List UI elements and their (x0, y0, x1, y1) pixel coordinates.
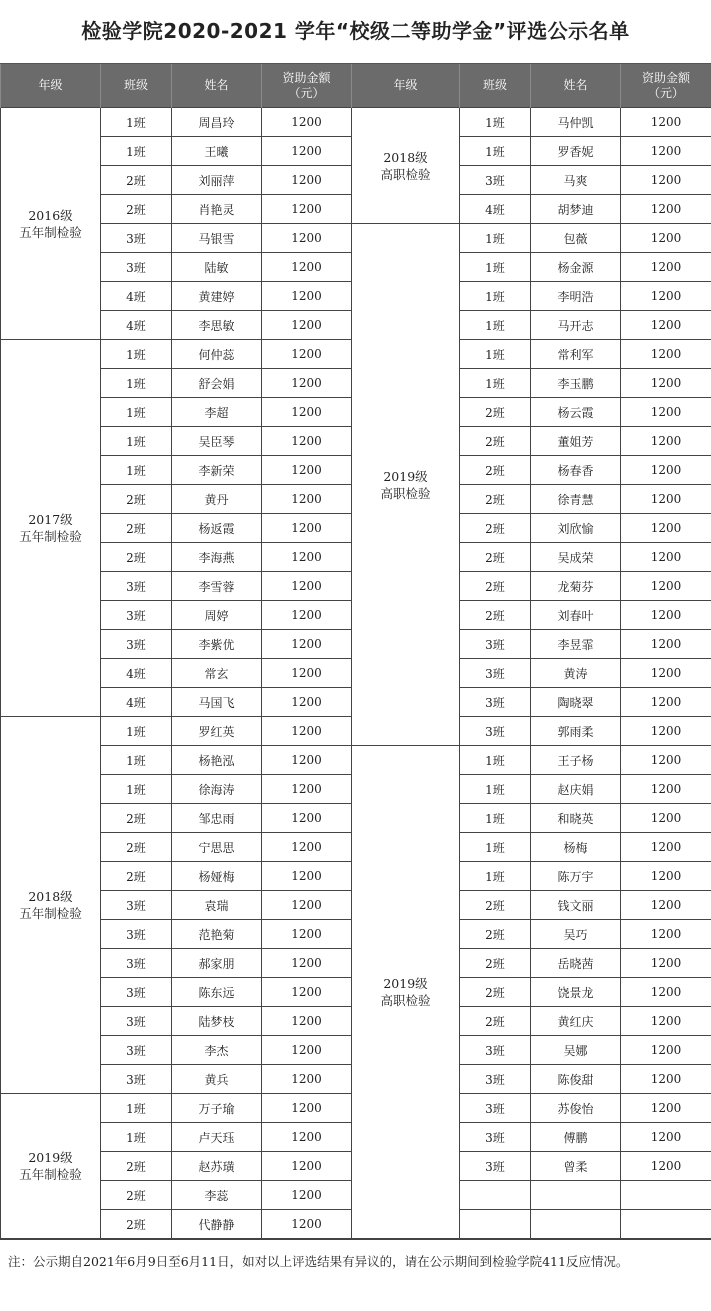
name-cell: 宁思思 (172, 833, 262, 862)
class-cell: 4班 (101, 688, 172, 717)
class-cell: 2班 (101, 195, 172, 224)
name-cell: 杨娅梅 (172, 862, 262, 891)
header-class: 班级 (101, 64, 172, 108)
class-cell: 2班 (101, 166, 172, 195)
name-cell: 龙菊芬 (531, 572, 621, 601)
class-cell: 2班 (460, 1007, 531, 1036)
amount-cell: 1200 (262, 1007, 352, 1036)
amount-cell: 1200 (262, 1036, 352, 1065)
amount-cell: 1200 (621, 659, 711, 688)
name-cell: 李超 (172, 398, 262, 427)
class-cell: 1班 (101, 717, 172, 746)
header-amount-right-line2: （元） (647, 85, 684, 100)
name-cell: 陆敏 (172, 253, 262, 282)
class-cell: 1班 (460, 833, 531, 862)
amount-cell: 1200 (621, 1036, 711, 1065)
class-cell (460, 1181, 531, 1210)
class-cell: 3班 (101, 630, 172, 659)
amount-cell: 1200 (621, 108, 711, 137)
class-cell: 3班 (460, 1065, 531, 1094)
amount-cell: 1200 (262, 398, 352, 427)
name-cell: 李明浩 (531, 282, 621, 311)
amount-cell: 1200 (262, 775, 352, 804)
class-cell: 1班 (460, 282, 531, 311)
header-amount-line1: 资助金额 (282, 70, 331, 85)
name-cell: 马爽 (531, 166, 621, 195)
name-cell: 岳晓茜 (531, 949, 621, 978)
amount-cell: 1200 (621, 340, 711, 369)
grade-group-cell (352, 224, 460, 746)
class-cell: 3班 (460, 688, 531, 717)
amount-cell: 1200 (262, 1094, 352, 1123)
class-cell: 2班 (460, 920, 531, 949)
grade-group-cell (352, 108, 460, 224)
amount-cell: 1200 (262, 949, 352, 978)
class-cell: 3班 (460, 630, 531, 659)
name-cell: 杨返霞 (172, 514, 262, 543)
class-cell: 1班 (101, 1123, 172, 1152)
amount-cell: 1200 (621, 804, 711, 833)
grade-program: 五年制检验 (19, 529, 82, 544)
grade-group-cell (352, 746, 460, 1239)
class-cell: 3班 (101, 891, 172, 920)
amount-cell: 1200 (621, 630, 711, 659)
name-cell: 杨金源 (531, 253, 621, 282)
class-cell: 1班 (460, 862, 531, 891)
class-cell: 2班 (460, 543, 531, 572)
header-grade-right: 年级 (352, 64, 460, 108)
name-cell (531, 1181, 621, 1210)
class-cell: 4班 (101, 311, 172, 340)
name-cell: 李紫优 (172, 630, 262, 659)
amount-cell: 1200 (262, 543, 352, 572)
name-cell: 赵苏璜 (172, 1152, 262, 1181)
name-cell: 代静静 (172, 1210, 262, 1239)
amount-cell: 1200 (262, 311, 352, 340)
amount-cell: 1200 (262, 340, 352, 369)
name-cell: 刘春叶 (531, 601, 621, 630)
name-cell: 黄涛 (531, 659, 621, 688)
name-cell: 邹忠雨 (172, 804, 262, 833)
amount-cell: 1200 (262, 1152, 352, 1181)
name-cell: 万子瑜 (172, 1094, 262, 1123)
class-cell: 1班 (460, 340, 531, 369)
name-cell: 胡梦迪 (531, 195, 621, 224)
class-cell: 2班 (460, 427, 531, 456)
grade-program: 五年制检验 (19, 1167, 82, 1182)
amount-cell: 1200 (621, 427, 711, 456)
header-row (1, 64, 711, 108)
amount-cell: 1200 (262, 891, 352, 920)
class-cell: 3班 (101, 224, 172, 253)
class-cell: 2班 (101, 1181, 172, 1210)
class-cell: 3班 (101, 1036, 172, 1065)
amount-cell: 1200 (262, 456, 352, 485)
name-cell: 杨云霞 (531, 398, 621, 427)
amount-cell: 1200 (262, 282, 352, 311)
amount-cell: 1200 (621, 195, 711, 224)
amount-cell: 1200 (262, 224, 352, 253)
name-cell: 杨艳泓 (172, 746, 262, 775)
amount-cell: 1200 (262, 1181, 352, 1210)
name-cell: 董姐芳 (531, 427, 621, 456)
name-cell: 吴巧 (531, 920, 621, 949)
amount-cell: 1200 (262, 804, 352, 833)
table-body (1, 108, 711, 1239)
grade-program: 高职检验 (380, 166, 431, 182)
amount-cell: 1200 (262, 108, 352, 137)
amount-cell (621, 1181, 711, 1210)
amount-cell: 1200 (262, 833, 352, 862)
header-amount-right (621, 64, 711, 108)
amount-cell: 1200 (262, 514, 352, 543)
amount-cell: 1200 (262, 1123, 352, 1152)
class-cell: 2班 (101, 833, 172, 862)
amount-cell: 1200 (621, 224, 711, 253)
name-cell: 李昱霏 (531, 630, 621, 659)
class-cell: 3班 (101, 920, 172, 949)
name-cell: 吴成荣 (531, 543, 621, 572)
grade-group-cell (1, 717, 101, 1094)
amount-cell: 1200 (262, 688, 352, 717)
name-cell: 舒会娟 (172, 369, 262, 398)
header-class-right: 班级 (460, 64, 531, 108)
class-cell: 1班 (101, 1094, 172, 1123)
amount-cell: 1200 (262, 166, 352, 195)
name-cell: 吴臣琴 (172, 427, 262, 456)
name-cell: 徐海涛 (172, 775, 262, 804)
table-row (1, 224, 711, 253)
amount-cell: 1200 (621, 1094, 711, 1123)
amount-cell: 1200 (621, 862, 711, 891)
class-cell: 1班 (460, 369, 531, 398)
class-cell: 2班 (101, 862, 172, 891)
amount-cell: 1200 (262, 369, 352, 398)
name-cell: 李蕊 (172, 1181, 262, 1210)
amount-cell: 1200 (621, 456, 711, 485)
table-row (1, 108, 711, 137)
class-cell: 2班 (101, 804, 172, 833)
name-cell: 马仲凯 (531, 108, 621, 137)
name-cell: 陈俊甜 (531, 1065, 621, 1094)
grade-program: 五年制检验 (19, 224, 82, 240)
class-cell: 3班 (460, 166, 531, 195)
class-cell: 2班 (101, 485, 172, 514)
header-amount-line2: （元） (288, 85, 325, 100)
name-cell: 吴娜 (531, 1036, 621, 1065)
name-cell: 杨梅 (531, 833, 621, 862)
grade-year: 2019级 (383, 468, 428, 484)
name-cell: 赵庆娟 (531, 775, 621, 804)
name-cell: 常利军 (531, 340, 621, 369)
amount-cell: 1200 (621, 514, 711, 543)
name-cell: 罗红英 (172, 717, 262, 746)
class-cell: 3班 (101, 1065, 172, 1094)
class-cell: 1班 (101, 340, 172, 369)
name-cell: 卢天珏 (172, 1123, 262, 1152)
amount-cell: 1200 (621, 485, 711, 514)
amount-cell: 1200 (621, 891, 711, 920)
name-cell: 马国飞 (172, 688, 262, 717)
amount-cell: 1200 (621, 1152, 711, 1181)
amount-cell: 1200 (621, 920, 711, 949)
header-name-right: 姓名 (531, 64, 621, 108)
amount-cell: 1200 (621, 311, 711, 340)
class-cell: 3班 (460, 717, 531, 746)
amount-cell: 1200 (621, 543, 711, 572)
name-cell: 李思敏 (172, 311, 262, 340)
table-row (1, 746, 711, 775)
class-cell: 1班 (460, 137, 531, 166)
class-cell (460, 1210, 531, 1239)
class-cell: 1班 (460, 224, 531, 253)
amount-cell: 1200 (262, 485, 352, 514)
name-cell: 刘丽萍 (172, 166, 262, 195)
class-cell: 3班 (460, 1036, 531, 1065)
class-cell: 2班 (101, 514, 172, 543)
amount-cell: 1200 (621, 949, 711, 978)
grade-year: 2017级 (28, 512, 73, 527)
class-cell: 1班 (460, 108, 531, 137)
name-cell: 黄兵 (172, 1065, 262, 1094)
amount-cell: 1200 (262, 630, 352, 659)
class-cell: 4班 (101, 659, 172, 688)
name-cell: 陈万宇 (531, 862, 621, 891)
amount-cell: 1200 (621, 688, 711, 717)
name-cell: 王曦 (172, 137, 262, 166)
class-cell: 2班 (101, 1152, 172, 1181)
amount-cell: 1200 (262, 862, 352, 891)
name-cell: 钱文丽 (531, 891, 621, 920)
name-cell: 傅鹏 (531, 1123, 621, 1152)
grade-year: 2019级 (383, 976, 428, 991)
name-cell: 陶晓翠 (531, 688, 621, 717)
class-cell: 1班 (460, 804, 531, 833)
amount-cell: 1200 (262, 427, 352, 456)
class-cell: 4班 (101, 282, 172, 311)
class-cell: 1班 (101, 398, 172, 427)
name-cell: 范艳菊 (172, 920, 262, 949)
name-cell: 和晓英 (531, 804, 621, 833)
amount-cell: 1200 (621, 1123, 711, 1152)
class-cell: 1班 (101, 456, 172, 485)
grade-program: 五年制检验 (19, 906, 82, 921)
grade-group-cell (1, 340, 101, 717)
amount-cell: 1200 (621, 601, 711, 630)
grade-year: 2018级 (28, 889, 73, 904)
name-cell: 徐青慧 (531, 485, 621, 514)
amount-cell: 1200 (621, 398, 711, 427)
grade-year: 2018级 (383, 149, 428, 165)
class-cell: 3班 (460, 1094, 531, 1123)
class-cell: 3班 (460, 1123, 531, 1152)
class-cell: 1班 (460, 746, 531, 775)
name-cell: 陈东远 (172, 978, 262, 1007)
amount-cell (621, 1210, 711, 1239)
amount-cell: 1200 (621, 833, 711, 862)
class-cell: 3班 (460, 659, 531, 688)
class-cell: 3班 (101, 601, 172, 630)
amount-cell: 1200 (262, 137, 352, 166)
name-cell: 周婷 (172, 601, 262, 630)
name-cell: 罗香妮 (531, 137, 621, 166)
class-cell: 4班 (460, 195, 531, 224)
amount-cell: 1200 (262, 1210, 352, 1239)
name-cell: 黄丹 (172, 485, 262, 514)
amount-cell: 1200 (262, 253, 352, 282)
class-cell: 1班 (460, 775, 531, 804)
page-title: 检验学院2020-2021 学年“校级二等助学金”评选公示名单 (0, 0, 711, 64)
amount-cell: 1200 (262, 746, 352, 775)
class-cell: 2班 (460, 456, 531, 485)
class-cell: 1班 (460, 311, 531, 340)
name-cell: 郭雨柔 (531, 717, 621, 746)
header-amount (262, 64, 352, 108)
amount-cell: 1200 (621, 775, 711, 804)
header-name: 姓名 (172, 64, 262, 108)
name-cell: 饶景龙 (531, 978, 621, 1007)
name-cell: 黄建婷 (172, 282, 262, 311)
class-cell: 3班 (460, 1152, 531, 1181)
name-cell: 包薇 (531, 224, 621, 253)
grade-program: 高职检验 (380, 993, 431, 1008)
name-cell: 周昌玲 (172, 108, 262, 137)
class-cell: 2班 (101, 543, 172, 572)
class-cell: 2班 (460, 572, 531, 601)
amount-cell: 1200 (621, 1065, 711, 1094)
name-cell: 李雪蓉 (172, 572, 262, 601)
name-cell: 常玄 (172, 659, 262, 688)
amount-cell: 1200 (621, 572, 711, 601)
class-cell: 2班 (460, 398, 531, 427)
class-cell: 1班 (101, 427, 172, 456)
name-cell: 李海燕 (172, 543, 262, 572)
class-cell: 1班 (101, 746, 172, 775)
grade-program: 高职检验 (380, 485, 431, 501)
amount-cell: 1200 (262, 717, 352, 746)
class-cell: 1班 (101, 137, 172, 166)
grade-group-cell (1, 1094, 101, 1239)
amount-cell: 1200 (621, 137, 711, 166)
amount-cell: 1200 (621, 1007, 711, 1036)
name-cell: 陆梦枝 (172, 1007, 262, 1036)
name-cell: 袁瑞 (172, 891, 262, 920)
class-cell: 1班 (460, 253, 531, 282)
name-cell: 李新荣 (172, 456, 262, 485)
amount-cell: 1200 (621, 166, 711, 195)
class-cell: 3班 (101, 253, 172, 282)
class-cell: 1班 (101, 369, 172, 398)
grade-group-cell (1, 108, 101, 340)
amount-cell: 1200 (262, 572, 352, 601)
name-cell: 黄红庆 (531, 1007, 621, 1036)
class-cell: 2班 (460, 601, 531, 630)
name-cell: 杨春香 (531, 456, 621, 485)
header-amount-right-line1: 资助金额 (641, 70, 690, 85)
name-cell: 肖艳灵 (172, 195, 262, 224)
amount-cell: 1200 (262, 978, 352, 1007)
class-cell: 2班 (460, 891, 531, 920)
name-cell: 刘欣愉 (531, 514, 621, 543)
class-cell: 3班 (101, 1007, 172, 1036)
amount-cell: 1200 (262, 659, 352, 688)
name-cell: 马开志 (531, 311, 621, 340)
name-cell: 李杰 (172, 1036, 262, 1065)
class-cell: 1班 (101, 108, 172, 137)
class-cell: 1班 (101, 775, 172, 804)
amount-cell: 1200 (621, 717, 711, 746)
class-cell: 2班 (460, 978, 531, 1007)
amount-cell: 1200 (621, 253, 711, 282)
class-cell: 3班 (101, 978, 172, 1007)
amount-cell: 1200 (262, 1065, 352, 1094)
header-grade: 年级 (1, 64, 101, 108)
name-cell (531, 1210, 621, 1239)
class-cell: 3班 (101, 949, 172, 978)
scholarship-table (0, 64, 711, 1239)
name-cell: 马银雪 (172, 224, 262, 253)
name-cell: 苏俊怡 (531, 1094, 621, 1123)
class-cell: 2班 (460, 485, 531, 514)
name-cell: 郝家朋 (172, 949, 262, 978)
grade-year: 2016级 (28, 207, 73, 223)
footer-note: 注：公示期自2021年6月9日至6月11日，如对以上评选结果有异议的，请在公示期间到检验学院411反应情况。 (0, 1239, 711, 1301)
class-cell: 2班 (460, 514, 531, 543)
name-cell: 曾柔 (531, 1152, 621, 1181)
name-cell: 何仲蕊 (172, 340, 262, 369)
class-cell: 2班 (101, 1210, 172, 1239)
amount-cell: 1200 (621, 746, 711, 775)
grade-year: 2019级 (28, 1150, 73, 1165)
amount-cell: 1200 (262, 195, 352, 224)
name-cell: 王子杨 (531, 746, 621, 775)
amount-cell: 1200 (621, 978, 711, 1007)
name-cell: 李玉鹏 (531, 369, 621, 398)
amount-cell: 1200 (262, 920, 352, 949)
amount-cell: 1200 (621, 282, 711, 311)
amount-cell: 1200 (621, 369, 711, 398)
amount-cell: 1200 (262, 601, 352, 630)
class-cell: 3班 (101, 572, 172, 601)
class-cell: 2班 (460, 949, 531, 978)
